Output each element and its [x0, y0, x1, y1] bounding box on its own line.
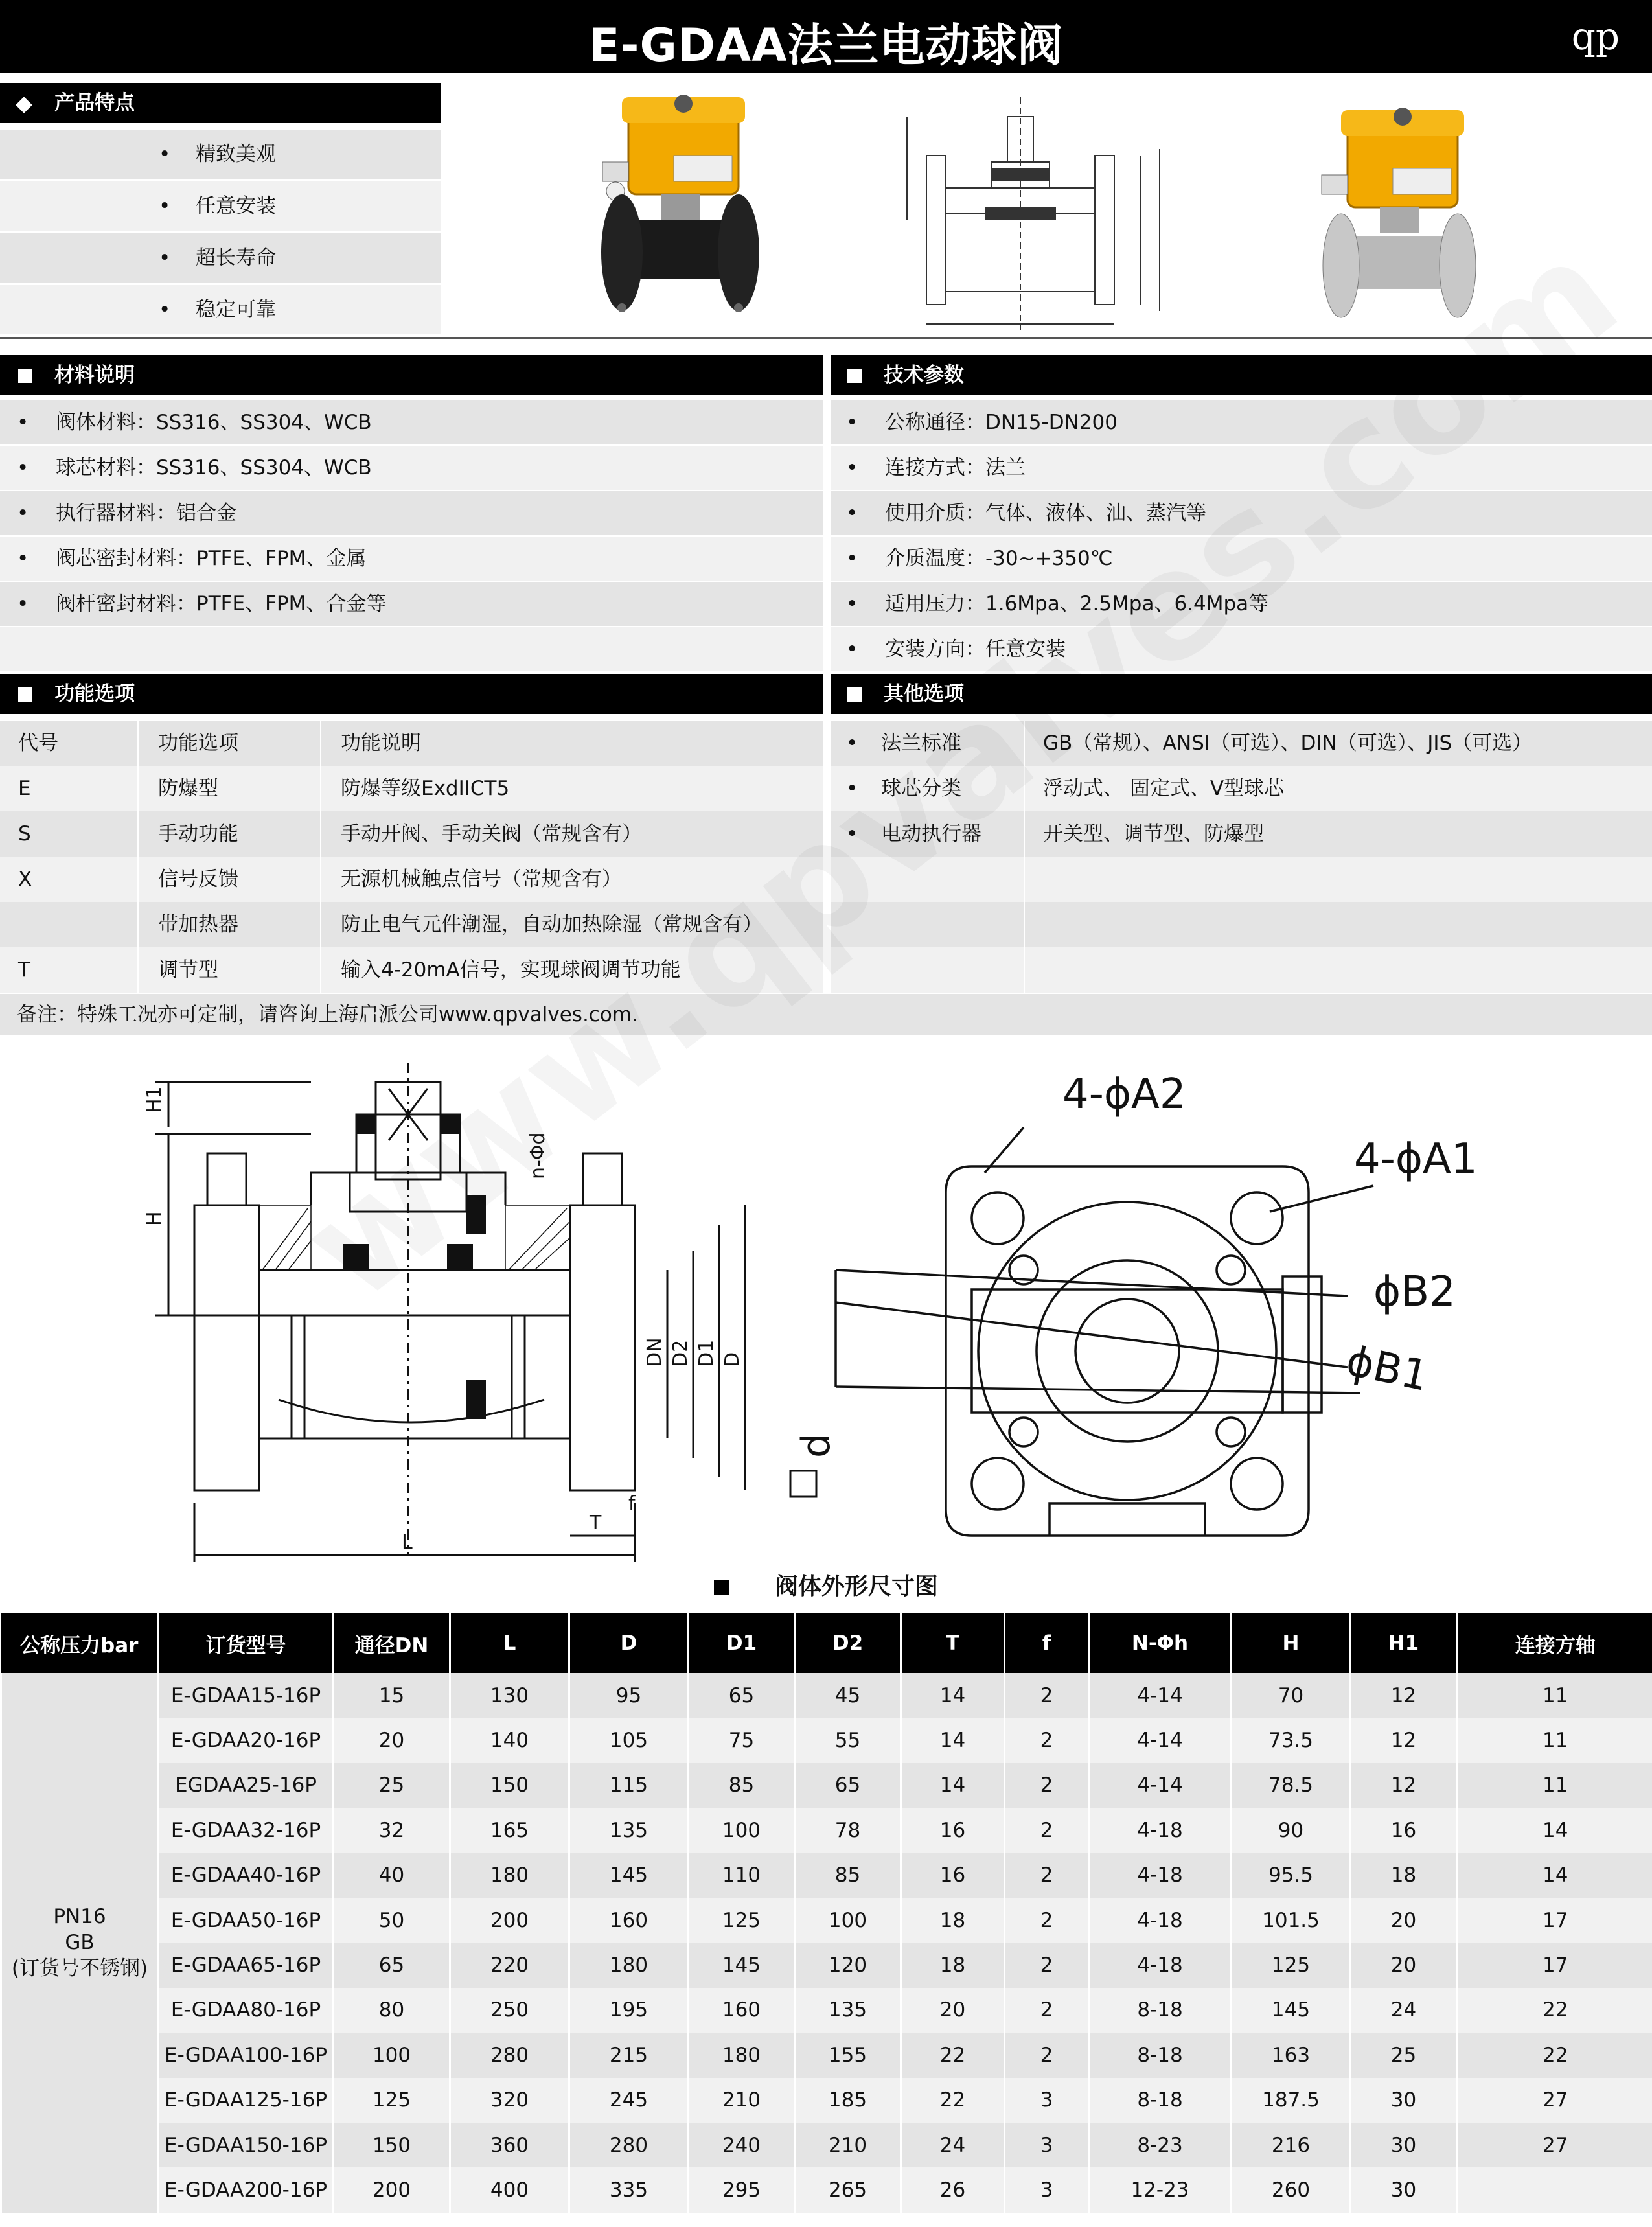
table-cell: 55 [795, 1718, 901, 1762]
table-cell: 14 [901, 1718, 1005, 1762]
table-cell: 8-18 [1089, 2078, 1232, 2123]
page-title: E-GDAA法兰电动球阀 [588, 19, 1064, 72]
table-cell: 27 [1457, 2123, 1652, 2167]
table-cell: 20 [1351, 1898, 1457, 1943]
table-cell: 115 [569, 1763, 689, 1808]
other-row: • 法兰标准 GB（常规）、ANSI（可选）、DIN（可选）、JIS（可选） [829, 721, 1652, 766]
table-cell: 75 [689, 1718, 795, 1762]
functions-column-header: 代号 功能选项 功能说明 [0, 721, 823, 766]
tech-header: 技术参数 [829, 355, 1652, 395]
feature-item: • 任意安装 [0, 181, 441, 231]
table-cell: 22 [901, 2033, 1005, 2077]
dim-label: 4-ϕA1 [1354, 1135, 1478, 1183]
table-cell: E-GDAA15-16P [159, 1673, 334, 1718]
table-cell: 120 [795, 1943, 901, 1987]
table-cell: 130 [450, 1673, 569, 1718]
other-row: • 电动执行器 开关型、调节型、防爆型 [829, 811, 1652, 857]
table-cell: 22 [1457, 1988, 1652, 2033]
material-item: • 球芯材料：SS316、SS304、WCB [0, 446, 823, 490]
table-cell: 4-14 [1089, 1718, 1232, 1762]
table-cell: 25 [334, 1763, 450, 1808]
pressure-group-line: GB [65, 1931, 95, 1955]
table-cell: 105 [569, 1718, 689, 1762]
pressure-group-line: PN16 [53, 1905, 106, 1929]
table-cell: 145 [1232, 1988, 1351, 2033]
table-cell: 4-14 [1089, 1673, 1232, 1718]
table-cell: 185 [795, 2078, 901, 2123]
square-icon [18, 687, 32, 702]
dim-label: DN [643, 1337, 666, 1367]
table-cell: 187.5 [1232, 2078, 1351, 2123]
dim-label: D1 [695, 1339, 718, 1367]
table-cell: 4-18 [1089, 1898, 1232, 1943]
table-cell: 140 [450, 1718, 569, 1762]
table-cell: 78 [795, 1808, 901, 1852]
table-cell: 280 [450, 2033, 569, 2077]
table-cell: 2 [1005, 1988, 1089, 2033]
feature-item: • 精致美观 [0, 130, 441, 179]
table-row [1, 1853, 1652, 1898]
table-cell: 95 [569, 1673, 689, 1718]
function-row: 带加热器 防止电气元件潮湿，自动加热除湿（常规含有） [0, 902, 823, 947]
table-cell: 240 [689, 2123, 795, 2167]
table-cell: 280 [569, 2123, 689, 2167]
dim-label: f [628, 1492, 636, 1515]
pressure-group-cell [1, 1673, 159, 2213]
table-cell: E-GDAA40-16P [159, 1853, 334, 1898]
table-cell: E-GDAA200-16P [159, 2167, 334, 2212]
material-item: • 阀体材料：SS316、SS304、WCB [0, 400, 823, 444]
feature-item: • 超长寿命 [0, 233, 441, 283]
table-cell: 14 [901, 1673, 1005, 1718]
table-cell: 50 [334, 1898, 450, 1943]
table-cell: 125 [1232, 1943, 1351, 1987]
square-icon [714, 1580, 729, 1595]
table-row [1, 1673, 1652, 1718]
material-item: • 阀芯密封材料：PTFE、FPM、金属 [0, 537, 823, 581]
table-cell: 85 [795, 1853, 901, 1898]
table-row [1, 1718, 1652, 1762]
material-item: • 执行器材料：铝合金 [0, 491, 823, 535]
table-cell: 360 [450, 2123, 569, 2167]
table-cell: 12 [1351, 1673, 1457, 1718]
dim-label: 4-ϕA2 [1062, 1070, 1186, 1118]
other-row: • 球芯分类 浮动式、 固定式、V型球芯 [829, 766, 1652, 811]
dim-label: T [590, 1512, 602, 1534]
table-cell: 260 [1232, 2167, 1351, 2212]
table-cell: 200 [450, 1898, 569, 1943]
diamond-icon [16, 97, 32, 113]
table-cell: 17 [1457, 1943, 1652, 1987]
table-cell: 195 [569, 1988, 689, 2033]
table-cell: 12 [1351, 1763, 1457, 1808]
table-cell: E-GDAA150-16P [159, 2123, 334, 2167]
features-header: 产品特点 [0, 83, 441, 123]
table-cell: 100 [334, 2033, 450, 2077]
table-cell: 180 [569, 1943, 689, 1987]
table-cell: 3 [1005, 2123, 1089, 2167]
table-cell: 216 [1232, 2123, 1351, 2167]
table-cell: 125 [334, 2078, 450, 2123]
table-cell: 2 [1005, 1898, 1089, 1943]
table-cell: 85 [689, 1763, 795, 1808]
column-divider [137, 721, 139, 993]
section-gap [825, 355, 831, 993]
dim-label: D [721, 1352, 744, 1367]
table-cell: 150 [450, 1763, 569, 1808]
table-cell: 4-18 [1089, 1808, 1232, 1852]
table-cell: 30 [1351, 2078, 1457, 2123]
dim-label: n-Φd [527, 1132, 549, 1179]
table-cell [1457, 2167, 1652, 2212]
table-cell: 11 [1457, 1718, 1652, 1762]
table-cell: 210 [795, 2123, 901, 2167]
table-cell: 80 [334, 1988, 450, 2033]
table-cell: 2 [1005, 1673, 1089, 1718]
table-cell: 30 [1351, 2167, 1457, 2212]
table-cell: 200 [334, 2167, 450, 2212]
table-row [1, 1808, 1652, 1852]
square-icon [847, 687, 862, 702]
table-row [1, 1763, 1652, 1808]
table-cell: 11 [1457, 1673, 1652, 1718]
table-cell: 210 [689, 2078, 795, 2123]
table-cell: 220 [450, 1943, 569, 1987]
table-cell: 65 [795, 1763, 901, 1808]
table-cell: 32 [334, 1808, 450, 1852]
drawing-caption: 阀体外形尺寸图 [0, 1568, 1652, 1601]
table-cell: 100 [795, 1898, 901, 1943]
table-cell: 20 [1351, 1943, 1457, 1987]
table-cell: 73.5 [1232, 1718, 1351, 1762]
tech-item: • 连接方式：法兰 [829, 446, 1652, 490]
table-row [1, 2078, 1652, 2123]
table-cell: 27 [1457, 2078, 1652, 2123]
tech-item: • 介质温度：-30~+350℃ [829, 537, 1652, 581]
table-cell: 15 [334, 1673, 450, 1718]
table-cell: 8-23 [1089, 2123, 1232, 2167]
function-row: X 信号反馈 无源机械触点信号（常规含有） [0, 857, 823, 902]
table-cell: E-GDAA125-16P [159, 2078, 334, 2123]
table-cell: 20 [334, 1718, 450, 1762]
function-row: T 调节型 输入4-20mA信号，实现球阀调节功能 [0, 947, 823, 993]
table-cell: E-GDAA50-16P [159, 1898, 334, 1943]
table-cell: 24 [901, 2123, 1005, 2167]
table-cell: 16 [901, 1808, 1005, 1852]
table-cell: 2 [1005, 1853, 1089, 1898]
flange-top-drawing [777, 1056, 1503, 1568]
table-cell: 125 [689, 1898, 795, 1943]
table-cell: 22 [901, 2078, 1005, 2123]
dim-label: ϕB2 [1373, 1268, 1456, 1316]
table-cell: 295 [689, 2167, 795, 2212]
table-cell: 101.5 [1232, 1898, 1351, 1943]
table-cell: 335 [569, 2167, 689, 2212]
material-item: • 阀杆密封材料：PTFE、FPM、合金等 [0, 582, 823, 626]
product-photo-black [596, 84, 764, 330]
table-row [1, 1898, 1652, 1943]
table-cell: 24 [1351, 1988, 1457, 2033]
table-cell: 180 [450, 1853, 569, 1898]
table-cell: 160 [569, 1898, 689, 1943]
table-cell: 400 [450, 2167, 569, 2212]
table-cell: 4-18 [1089, 1853, 1232, 1898]
table-cell: E-GDAA80-16P [159, 1988, 334, 2033]
table-cell: 14 [1457, 1853, 1652, 1898]
table-cell: 110 [689, 1853, 795, 1898]
column-divider [320, 721, 321, 993]
table-cell: 65 [689, 1673, 795, 1718]
table-cell: 11 [1457, 1763, 1652, 1808]
table-cell: E-GDAA100-16P [159, 2033, 334, 2077]
square-icon [18, 369, 32, 383]
table-cell: 320 [450, 2078, 569, 2123]
table-cell: 65 [334, 1943, 450, 1987]
divider [0, 337, 1652, 339]
qp-logo: qp [1571, 14, 1620, 58]
table-cell: 2 [1005, 1763, 1089, 1808]
functions-header: 功能选项 [0, 674, 823, 714]
table-cell: E-GDAA20-16P [159, 1718, 334, 1762]
materials-header: 材料说明 [0, 355, 823, 395]
table-cell: 145 [569, 1853, 689, 1898]
table-cell: 2 [1005, 1943, 1089, 1987]
table-cell: 3 [1005, 2078, 1089, 2123]
table-cell: 25 [1351, 2033, 1457, 2077]
table-cell: 165 [450, 1808, 569, 1852]
table-cell: 155 [795, 2033, 901, 2077]
table-cell: 18 [901, 1943, 1005, 1987]
table-cell: 78.5 [1232, 1763, 1351, 1808]
dim-label: L [402, 1531, 413, 1554]
table-header-row: 公称压力bar 订货型号 通径DN L D D1 D2 T f N-Φh H H1 连接方轴 [1, 1613, 1652, 1673]
table-cell: 8-18 [1089, 2033, 1232, 2077]
table-cell: EGDAA25-16P [159, 1763, 334, 1808]
tech-item: • 使用介质：气体、液体、油、蒸汽等 [829, 491, 1652, 535]
table-cell: 16 [901, 1853, 1005, 1898]
table-row [1, 1943, 1652, 1987]
table-cell: 70 [1232, 1673, 1351, 1718]
table-cell: 26 [901, 2167, 1005, 2212]
table-cell: 180 [689, 2033, 795, 2077]
table-row [1, 1988, 1652, 2033]
table-cell: 14 [901, 1763, 1005, 1808]
table-cell: 12-23 [1089, 2167, 1232, 2212]
table-cell: 160 [689, 1988, 795, 2033]
function-row: E 防爆型 防爆等级ExdIICT5 [0, 766, 823, 811]
table-cell: 245 [569, 2078, 689, 2123]
table-cell: 145 [689, 1943, 795, 1987]
table-cell: 30 [1351, 2123, 1457, 2167]
table-row [1, 2033, 1652, 2077]
top-section-drawing [894, 91, 1192, 337]
table-cell: 8-18 [1089, 1988, 1232, 2033]
table-cell: 95.5 [1232, 1853, 1351, 1898]
table-cell: 45 [795, 1673, 901, 1718]
title-bar [0, 0, 1652, 73]
table-cell: E-GDAA32-16P [159, 1808, 334, 1852]
table-cell: 20 [901, 1988, 1005, 2033]
table-cell: 22 [1457, 2033, 1652, 2077]
table-cell: 16 [1351, 1808, 1457, 1852]
table-cell: 12 [1351, 1718, 1457, 1762]
table-cell: 17 [1457, 1898, 1652, 1943]
table-cell: 2 [1005, 1808, 1089, 1852]
table-cell: 135 [795, 1988, 901, 2033]
table-cell: 265 [795, 2167, 901, 2212]
table-cell: 18 [1351, 1853, 1457, 1898]
dim-label: H [143, 1211, 166, 1226]
table-cell: 2 [1005, 1718, 1089, 1762]
table-cell: 14 [1457, 1808, 1652, 1852]
table-row [1, 2123, 1652, 2167]
table-cell: 135 [569, 1808, 689, 1852]
square-icon [847, 369, 862, 383]
tech-item: • 公称通径：DN15-DN200 [829, 400, 1652, 444]
table-cell: 3 [1005, 2167, 1089, 2212]
table-cell: 40 [334, 1853, 450, 1898]
other-row-empty [829, 902, 1652, 947]
table-cell: 100 [689, 1808, 795, 1852]
table-cell: 150 [334, 2123, 450, 2167]
table-cell: 90 [1232, 1808, 1351, 1852]
others-header: 其他选项 [829, 674, 1652, 714]
table-cell: 4-14 [1089, 1763, 1232, 1808]
dim-label: d [794, 1433, 839, 1458]
other-row-empty [829, 947, 1652, 993]
table-cell: 163 [1232, 2033, 1351, 2077]
product-photo-steel [1315, 97, 1484, 330]
pressure-group-line: (订货号不锈钢) [11, 1957, 148, 1981]
column-divider [1024, 721, 1025, 993]
dim-label: ϕB1 [1342, 1337, 1433, 1402]
dim-label: D2 [669, 1339, 692, 1367]
table-cell: 215 [569, 2033, 689, 2077]
function-row: S 手动功能 手动开阀、手动关阀（常规含有） [0, 811, 823, 857]
table-cell: 2 [1005, 2033, 1089, 2077]
table-cell: E-GDAA65-16P [159, 1943, 334, 1987]
valve-section-drawing [130, 1056, 751, 1575]
table-cell: 4-18 [1089, 1943, 1232, 1987]
note: 备注：特殊工况亦可定制，请咨询上海启派公司www.qpvalves.com. [0, 994, 1652, 1035]
dim-label: H1 [143, 1086, 166, 1113]
tech-item: • 安装方向：任意安装 [829, 627, 1652, 671]
material-empty [0, 627, 823, 671]
table-cell: 18 [901, 1898, 1005, 1943]
table-row [1, 2167, 1652, 2212]
other-row-empty [829, 857, 1652, 902]
table-cell: 250 [450, 1988, 569, 2033]
feature-item: • 稳定可靠 [0, 285, 441, 334]
dimensions-table [0, 1613, 1652, 2213]
tech-item: • 适用压力：1.6Mpa、2.5Mpa、6.4Mpa等 [829, 582, 1652, 626]
